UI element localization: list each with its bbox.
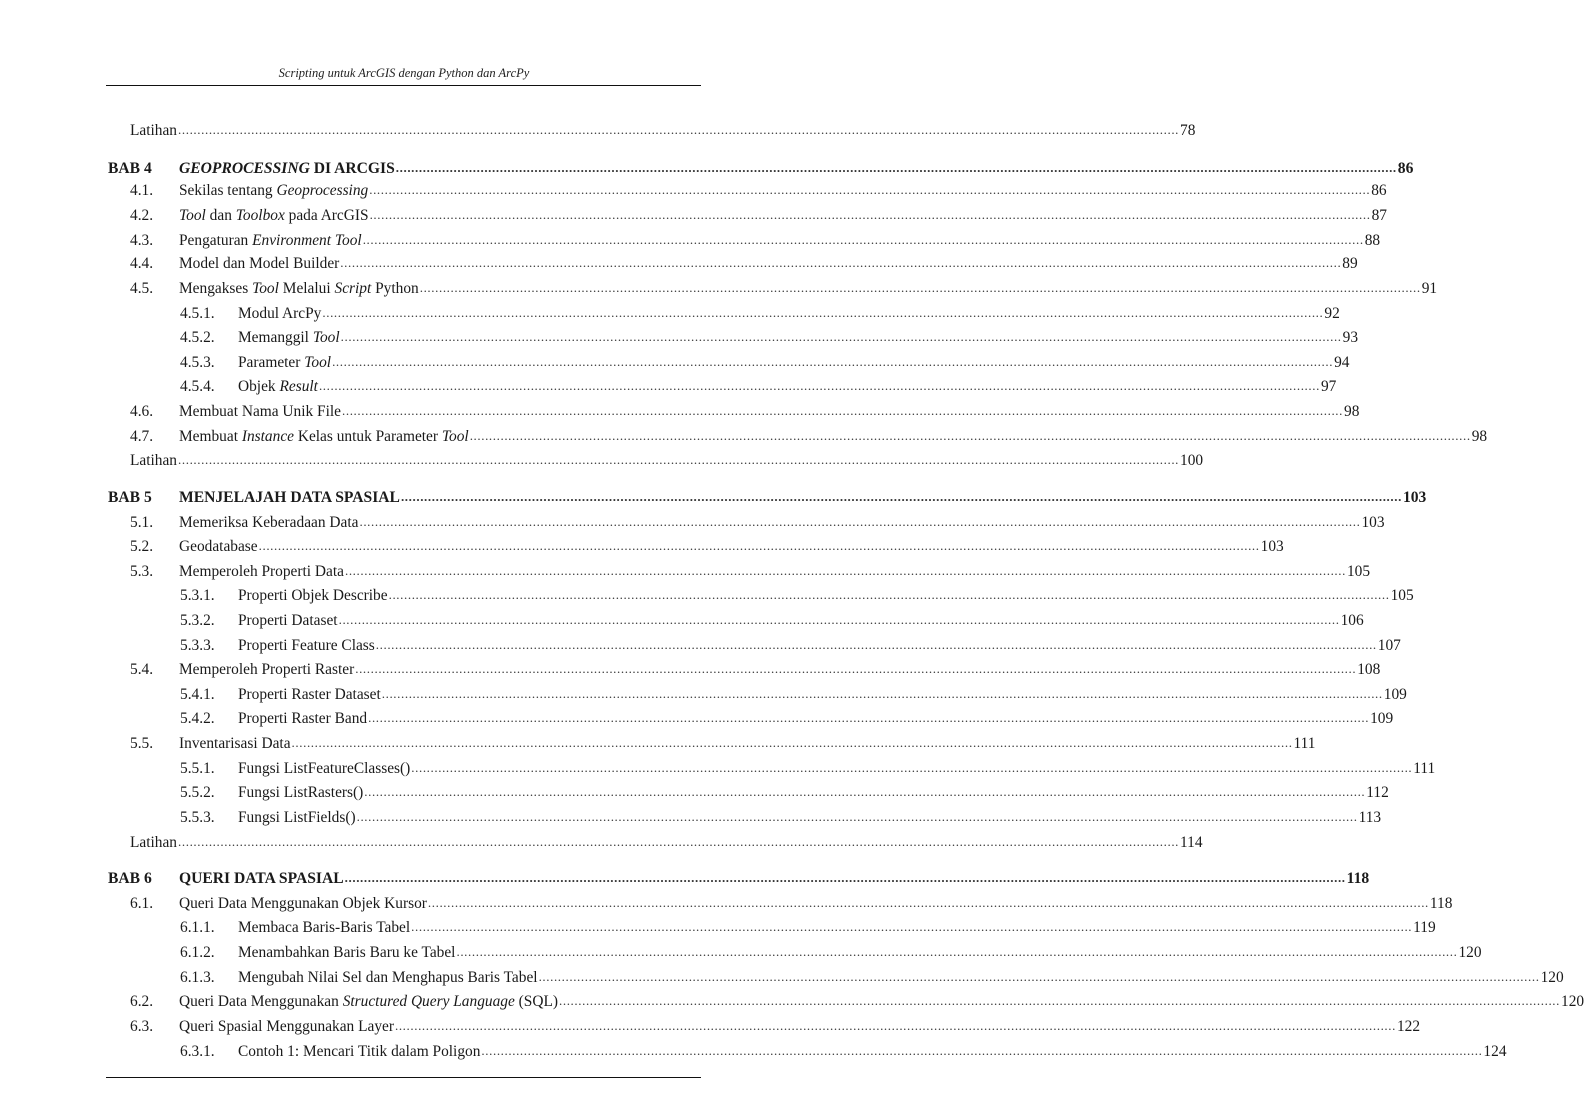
toc-title-part: Queri Data Menggunakan Objek Kursor bbox=[179, 895, 427, 912]
toc-title bbox=[238, 1043, 480, 1061]
toc-page-number: 94 bbox=[1334, 354, 1350, 371]
toc-title-part: Menambahkan Baris Baru ke Tabel bbox=[238, 944, 456, 961]
toc-number: 5.4. bbox=[130, 661, 154, 678]
toc-page-number: 103 bbox=[1361, 514, 1385, 531]
dot-leader: .................................................................................................................................................................................................................................................................... bbox=[368, 710, 1370, 725]
toc-number: BAB 6 bbox=[108, 870, 152, 887]
dot-leader: .................................................................................................................................................................................................................................................................... bbox=[369, 207, 1371, 222]
toc-title-part: Modul ArcPy bbox=[238, 305, 322, 322]
toc-page-number: 120 bbox=[1458, 944, 1482, 961]
toc-page-number: 107 bbox=[1377, 637, 1401, 654]
dot-leader: .................................................................................................................................................................................................................................................................... bbox=[456, 944, 1458, 959]
toc-number: 5.3. bbox=[130, 563, 154, 580]
toc-title bbox=[179, 993, 558, 1011]
toc-title bbox=[179, 489, 400, 507]
toc-page-number: 122 bbox=[1396, 1018, 1421, 1035]
dot-leader: .................................................................................................................................................................................................................................................................... bbox=[419, 280, 1421, 295]
toc-title-part: Membuat bbox=[179, 428, 242, 445]
toc-title bbox=[179, 735, 291, 753]
toc-title bbox=[238, 637, 375, 655]
dot-leader: .................................................................................................................................................................................................................................................................... bbox=[427, 895, 1429, 910]
toc-title-part: Tool bbox=[312, 329, 340, 346]
toc-title bbox=[238, 969, 538, 987]
toc-title bbox=[238, 809, 356, 827]
toc-title-part: Fungsi ListRasters() bbox=[238, 784, 364, 801]
toc-title bbox=[238, 944, 455, 962]
toc-number: 5.3.2. bbox=[180, 612, 215, 629]
toc-number: 6.2. bbox=[130, 993, 154, 1010]
toc-title-part: Kelas untuk Parameter bbox=[293, 428, 442, 445]
toc-row bbox=[108, 1014, 1421, 1036]
toc-title bbox=[130, 452, 177, 470]
toc-title bbox=[238, 612, 338, 630]
dot-leader: .................................................................................................................................................................................................................................................................... bbox=[411, 919, 1413, 934]
toc-row bbox=[108, 424, 1488, 446]
dot-leader: .................................................................................................................................................................................................................................................................... bbox=[258, 538, 1260, 553]
toc-title bbox=[179, 538, 258, 556]
toc-page-number: 98 bbox=[1471, 428, 1488, 445]
toc-title-part: Mengubah Nilai Sel dan Menghapus Baris Tabel bbox=[238, 969, 538, 986]
dot-leader: .................................................................................................................................................................................................................................................................... bbox=[344, 563, 1346, 578]
toc-row bbox=[108, 374, 1337, 396]
toc-title-part: Latihan bbox=[130, 452, 178, 469]
dot-leader: .................................................................................................................................................................................................................................................................... bbox=[375, 637, 1377, 652]
toc-title-part: Memanggil bbox=[238, 329, 313, 346]
toc-page-number: 111 bbox=[1413, 760, 1436, 777]
toc-number: 5.5.2. bbox=[180, 784, 215, 801]
dot-leader: .................................................................................................................................................................................................................................................................... bbox=[400, 489, 1402, 504]
toc-title-part: Tool bbox=[252, 280, 279, 297]
toc-number: 4.2. bbox=[130, 207, 154, 224]
toc-title bbox=[179, 1018, 394, 1036]
toc-title-part: GEOPROCESSING bbox=[179, 160, 310, 177]
toc-title-part: Sekilas tentang bbox=[179, 182, 277, 199]
toc-page-number: 112 bbox=[1366, 784, 1389, 801]
toc-title-part: Contoh 1: Mencari Titik dalam Poligon bbox=[238, 1043, 481, 1060]
toc-number: 4.1. bbox=[130, 182, 154, 199]
header-rule bbox=[106, 85, 701, 86]
toc-title-part: Geoprocessing bbox=[276, 182, 369, 199]
toc-title bbox=[238, 329, 340, 347]
toc-page-number: 108 bbox=[1357, 661, 1381, 678]
toc-title bbox=[238, 710, 367, 728]
toc-row bbox=[108, 706, 1394, 728]
toc-number: 5.5.3. bbox=[180, 809, 215, 826]
toc-page-number: 118 bbox=[1429, 895, 1453, 912]
toc-number: 4.6. bbox=[130, 403, 154, 420]
toc-page-number: 111 bbox=[1293, 735, 1316, 752]
toc-number: 4.5. bbox=[130, 280, 154, 297]
dot-leader: .................................................................................................................................................................................................................................................................... bbox=[381, 686, 1383, 701]
toc-title-part: DI ARCGIS bbox=[309, 160, 395, 177]
running-header: Scripting untuk ArcGIS dengan Python dan ArcPy bbox=[278, 66, 530, 80]
toc-title bbox=[238, 760, 410, 778]
toc-row bbox=[108, 203, 1387, 225]
toc-title-part: Properti Dataset bbox=[238, 612, 338, 629]
toc-page-number: 89 bbox=[1342, 255, 1358, 272]
toc-title-part: Environment Tool bbox=[252, 232, 362, 249]
toc-title bbox=[238, 354, 331, 372]
toc-title bbox=[238, 784, 363, 802]
toc-chapter-row bbox=[108, 485, 1427, 507]
toc-number: 6.3. bbox=[130, 1018, 154, 1035]
dot-leader: .................................................................................................................................................................................................................................................................... bbox=[395, 160, 1397, 175]
toc-page-number: 98 bbox=[1344, 403, 1360, 420]
toc-number: 4.5.2. bbox=[180, 329, 215, 346]
toc-title-part: Structured Query Language bbox=[342, 993, 515, 1010]
toc-page-number: 109 bbox=[1370, 710, 1394, 727]
toc-chapter-row bbox=[108, 866, 1370, 888]
toc-page-number: 100 bbox=[1180, 452, 1204, 469]
toc-number: BAB 4 bbox=[108, 160, 152, 177]
toc-title bbox=[179, 160, 395, 178]
toc-page-number: 92 bbox=[1324, 305, 1340, 322]
toc-page-number: 113 bbox=[1358, 809, 1382, 826]
toc-title-part: Tool bbox=[179, 207, 206, 224]
toc-title bbox=[179, 514, 358, 532]
toc-page-number: 106 bbox=[1340, 612, 1364, 629]
toc-title-part: Fungsi ListFields() bbox=[238, 809, 356, 826]
toc-title-part: Melalui bbox=[278, 280, 335, 297]
dot-leader: .................................................................................................................................................................................................................................................................... bbox=[355, 661, 1357, 676]
dot-leader: .................................................................................................................................................................................................................................................................... bbox=[538, 969, 1540, 984]
toc-title bbox=[238, 919, 410, 937]
toc-number: 5.2. bbox=[130, 538, 154, 555]
footer-rule bbox=[106, 1077, 701, 1078]
dot-leader: .................................................................................................................................................................................................................................................................... bbox=[344, 870, 1346, 885]
toc-row bbox=[108, 830, 1203, 852]
toc-number: 4.4. bbox=[130, 255, 154, 272]
dot-leader: .................................................................................................................................................................................................................................................................... bbox=[178, 122, 1180, 137]
toc-title-part: Parameter bbox=[238, 354, 305, 371]
toc-page-number: 105 bbox=[1346, 563, 1371, 580]
dot-leader: .................................................................................................................................................................................................................................................................... bbox=[318, 378, 1320, 393]
toc-row bbox=[108, 657, 1381, 679]
toc-title-part: Objek bbox=[238, 378, 280, 395]
toc-row bbox=[108, 633, 1401, 655]
toc-row bbox=[108, 559, 1371, 581]
toc-title-part: Membaca Baris-Baris Tabel bbox=[238, 919, 411, 936]
dot-leader: .................................................................................................................................................................................................................................................................... bbox=[369, 182, 1371, 197]
toc-title-part: Properti Feature Class bbox=[238, 637, 375, 654]
toc-number: 6.1. bbox=[130, 895, 154, 912]
toc-title-part: Tool bbox=[304, 354, 332, 371]
toc-title-part: Memperoleh Properti Data bbox=[179, 563, 344, 580]
toc-row bbox=[108, 399, 1360, 421]
toc-title-part: MENJELAJAH DATA SPASIAL bbox=[179, 489, 400, 506]
toc-row bbox=[108, 534, 1284, 556]
toc-page-number: 119 bbox=[1413, 919, 1436, 936]
toc-page-number: 114 bbox=[1180, 834, 1203, 851]
dot-leader: .................................................................................................................................................................................................................................................................... bbox=[394, 1018, 1396, 1033]
toc-title bbox=[179, 280, 419, 298]
toc-title bbox=[130, 834, 177, 852]
toc-number: 5.3.3. bbox=[180, 637, 215, 654]
toc-number: BAB 5 bbox=[108, 489, 152, 506]
toc-title-part: Latihan bbox=[130, 122, 178, 139]
toc-row bbox=[108, 350, 1350, 372]
toc-title-part: Mengakses bbox=[179, 280, 253, 297]
toc-page-number: 91 bbox=[1421, 280, 1438, 297]
dot-leader: .................................................................................................................................................................................................................................................................... bbox=[359, 514, 1361, 529]
dot-leader: .................................................................................................................................................................................................................................................................... bbox=[411, 760, 1413, 775]
toc-number: 4.3. bbox=[130, 232, 154, 249]
toc-chapter-row bbox=[108, 156, 1414, 178]
toc-title bbox=[179, 403, 341, 421]
toc-title bbox=[238, 686, 381, 704]
toc-title-part: Result bbox=[279, 378, 318, 395]
dot-leader: .................................................................................................................................................................................................................................................................... bbox=[291, 735, 1293, 750]
toc-row bbox=[108, 965, 1564, 987]
dot-leader: .................................................................................................................................................................................................................................................................... bbox=[356, 809, 1358, 824]
toc-title-part: Queri Data Menggunakan bbox=[179, 993, 343, 1010]
toc-title-part: Inventarisasi Data bbox=[179, 735, 291, 752]
toc-title bbox=[130, 122, 177, 140]
toc-page-number: 97 bbox=[1320, 378, 1337, 395]
toc-title-part: Fungsi ListFeatureClasses() bbox=[238, 760, 411, 777]
toc-row bbox=[108, 118, 1196, 140]
toc-title-part: Python bbox=[371, 280, 419, 297]
toc-title-part: Memperoleh Properti Raster bbox=[179, 661, 355, 678]
toc-row bbox=[108, 583, 1414, 605]
toc-title-part: Memeriksa Keberadaan Data bbox=[179, 514, 359, 531]
toc-title bbox=[179, 428, 469, 446]
toc-row bbox=[108, 608, 1364, 630]
toc-title bbox=[238, 378, 318, 396]
toc-number: 4.5.4. bbox=[180, 378, 215, 395]
toc-row bbox=[108, 731, 1316, 753]
dot-leader: .................................................................................................................................................................................................................................................................... bbox=[340, 255, 1342, 270]
toc-title bbox=[238, 305, 321, 323]
toc-title-part: Membuat Nama Unik File bbox=[179, 403, 341, 420]
toc-number: 5.5.1. bbox=[180, 760, 215, 777]
toc-row bbox=[108, 891, 1453, 913]
toc-page-number: 86 bbox=[1397, 160, 1414, 177]
dot-leader: .................................................................................................................................................................................................................................................................... bbox=[388, 587, 1390, 602]
toc-title-part: Properti Objek Describe bbox=[238, 587, 388, 604]
toc-page-number: 78 bbox=[1180, 122, 1196, 139]
toc-number: 4.7. bbox=[130, 428, 154, 445]
toc-page-number: 93 bbox=[1342, 329, 1359, 346]
toc-title-part: pada ArcGIS bbox=[284, 207, 369, 224]
toc-row bbox=[108, 276, 1438, 298]
toc-row bbox=[108, 682, 1407, 704]
toc-number: 5.4.2. bbox=[180, 710, 215, 727]
toc-title-part: Script bbox=[334, 280, 372, 297]
dot-leader: .................................................................................................................................................................................................................................................................... bbox=[559, 993, 1560, 1008]
toc-page-number: 86 bbox=[1371, 182, 1387, 199]
toc-number: 6.1.2. bbox=[180, 944, 215, 961]
toc-title bbox=[179, 182, 368, 200]
toc-row bbox=[108, 301, 1340, 323]
toc-number: 5.1. bbox=[130, 514, 154, 531]
dot-leader: .................................................................................................................................................................................................................................................................... bbox=[322, 305, 1324, 320]
toc-row bbox=[108, 178, 1387, 200]
toc-page-number: 105 bbox=[1390, 587, 1414, 604]
toc-page-number: 120 bbox=[1561, 993, 1584, 1010]
toc-title bbox=[179, 661, 354, 679]
toc-title-part: Instance bbox=[241, 428, 294, 445]
toc-title-part: dan bbox=[205, 207, 236, 224]
toc-page-number: 109 bbox=[1383, 686, 1407, 703]
dot-leader: .................................................................................................................................................................................................................................................................... bbox=[338, 612, 1340, 627]
dot-leader: .................................................................................................................................................................................................................................................................... bbox=[178, 452, 1180, 467]
toc-title bbox=[179, 870, 344, 888]
toc-page-number: 87 bbox=[1371, 207, 1387, 224]
dot-leader: .................................................................................................................................................................................................................................................................... bbox=[362, 232, 1364, 247]
toc-page-number: 103 bbox=[1260, 538, 1284, 555]
toc-title bbox=[179, 563, 344, 581]
dot-leader: .................................................................................................................................................................................................................................................................... bbox=[469, 428, 1471, 443]
toc-title-part: Model dan Model Builder bbox=[179, 255, 340, 272]
toc-number: 5.3.1. bbox=[180, 587, 215, 604]
toc-row bbox=[108, 756, 1436, 778]
toc-number: 6.1.1. bbox=[180, 919, 215, 936]
toc-row bbox=[108, 251, 1358, 273]
toc-row bbox=[108, 448, 1204, 470]
dot-leader: .................................................................................................................................................................................................................................................................... bbox=[364, 784, 1366, 799]
dot-leader: .................................................................................................................................................................................................................................................................... bbox=[342, 403, 1343, 418]
toc-row bbox=[108, 940, 1482, 962]
toc-title-part: Queri Spasial Menggunakan Layer bbox=[179, 1018, 394, 1035]
dot-leader: .................................................................................................................................................................................................................................................................... bbox=[481, 1043, 1483, 1058]
toc-title-part: Geodatabase bbox=[179, 538, 258, 555]
toc-page-number: 120 bbox=[1540, 969, 1564, 986]
toc-title bbox=[179, 895, 427, 913]
toc-row bbox=[108, 915, 1436, 937]
dot-leader: .................................................................................................................................................................................................................................................................... bbox=[340, 329, 1342, 344]
toc-title-part: Tool bbox=[441, 428, 469, 445]
dot-leader: .................................................................................................................................................................................................................................................................... bbox=[178, 834, 1180, 849]
toc-row bbox=[108, 1039, 1507, 1061]
toc-title-part: Pengaturan bbox=[179, 232, 253, 249]
toc-number: 6.1.3. bbox=[180, 969, 215, 986]
toc-page-number: 124 bbox=[1483, 1043, 1507, 1060]
toc-number: 5.5. bbox=[130, 735, 154, 752]
toc-title bbox=[179, 232, 362, 250]
toc-title-part: QUERI DATA SPASIAL bbox=[179, 870, 344, 887]
toc-page-number: 103 bbox=[1402, 489, 1427, 506]
toc-row bbox=[108, 510, 1385, 532]
toc-page-number: 88 bbox=[1364, 232, 1381, 249]
dot-leader: .................................................................................................................................................................................................................................................................... bbox=[332, 354, 1334, 369]
toc-title-part: Properti Raster Dataset bbox=[238, 686, 381, 703]
toc-title-part: Properti Raster Band bbox=[238, 710, 368, 727]
toc-number: 4.5.3. bbox=[180, 354, 215, 371]
toc-title-part: (SQL) bbox=[514, 993, 558, 1010]
toc-title-part: Toolbox bbox=[235, 207, 285, 224]
toc-row bbox=[108, 989, 1584, 1011]
toc-page-number: 118 bbox=[1346, 870, 1370, 887]
toc-row bbox=[108, 780, 1389, 802]
toc-row bbox=[108, 325, 1359, 347]
toc-number: 6.3.1. bbox=[180, 1043, 215, 1060]
toc-row bbox=[108, 805, 1382, 827]
toc-title bbox=[179, 255, 339, 273]
toc-title bbox=[179, 207, 369, 225]
toc-title-part: Latihan bbox=[130, 834, 178, 851]
toc-row bbox=[108, 228, 1381, 250]
toc-number: 4.5.1. bbox=[180, 305, 215, 322]
toc-number: 5.4.1. bbox=[180, 686, 215, 703]
toc-title bbox=[238, 587, 388, 605]
